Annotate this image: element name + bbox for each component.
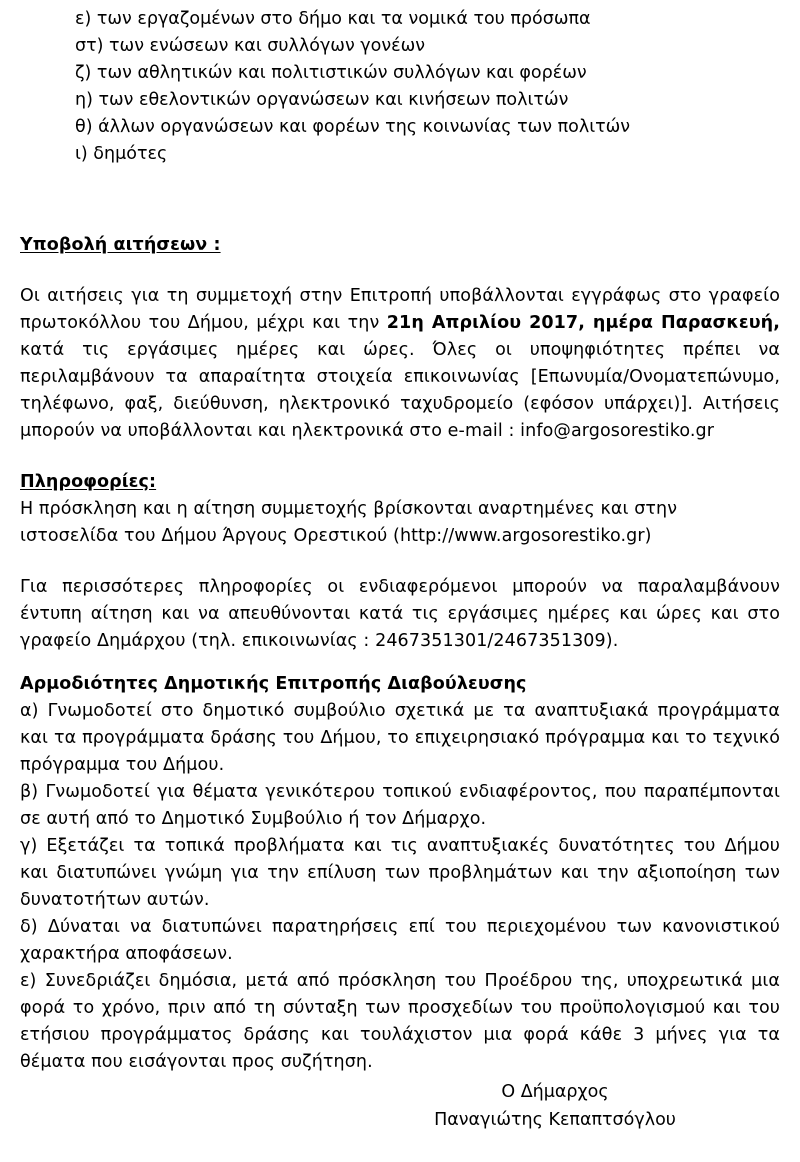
intro-enumerated-list bbox=[75, 6, 775, 168]
spacer bbox=[20, 655, 780, 671]
responsibility-item: γ) Εξετάζει τα τοπικά προβλήματα και τις αναπτυξιακές δυνατότητες του Δήμου και διατυπώνει γνώμη για την επίλυση των προβλημάτων και την αξιοποίηση των δυνατοτήτων αυτών. bbox=[20, 836, 780, 910]
signature-title: Ο Δήμαρχος bbox=[501, 1082, 609, 1102]
submission-heading: Υποβολή αιτήσεων : bbox=[20, 235, 221, 255]
submission-text-part1: Οι αιτήσεις για τη συμμετοχή στην Επιτροπή υποβάλλονται εγγράφως στο γραφείο πρωτοκόλλου του Δήμου, μέχρι και την bbox=[20, 286, 780, 333]
document-body bbox=[20, 232, 780, 1076]
submission-deadline: 21η Απριλίου 2017, ημέρα Παρασκευή, bbox=[386, 313, 780, 333]
responsibilities-heading: Αρμοδιότητες Δημοτικής Επιτροπής Διαβούλευσης bbox=[20, 674, 527, 694]
list-item: ζ) των αθλητικών και πολιτιστικών συλλόγων και φορέων bbox=[75, 63, 587, 83]
spacer bbox=[20, 259, 780, 283]
submission-text-part2: κατά τις εργάσιμες ημέρες και ώρες. Όλες οι υποψηφιότητες πρέπει να περιλαμβάνουν τα απαραίτητα στοιχεία επικοινωνίας [Επωνυμία/Ονοματεπώνυμο, τηλέφωνο, φαξ, διεύθυνση, ηλεκτρονικό ταχυδρομείο (εφόσον υπάρχει)]. Αιτήσεις μπορούν να υποβάλλονται και ηλεκτρονικά στο e-mail : info@argosorestiko.gr bbox=[20, 340, 780, 441]
responsibility-item: β) Γνωμοδοτεί για θέματα γενικότερου τοπικού ενδιαφέροντος, που παραπέμπονται σε αυτή από το Δημοτικό Συμβούλιο ή τον Δήμαρχο. bbox=[20, 782, 780, 829]
information-paragraph-website: Η πρόσκληση και η αίτηση συμμετοχής βρίσκονται αναρτημένες και στην ιστοσελίδα του Δήμου Άργους Ορεστικού (http://www.argosorestiko.gr) bbox=[20, 499, 678, 546]
submission-paragraph bbox=[20, 283, 780, 445]
information-heading: Πληροφορίες: bbox=[20, 472, 157, 492]
spacer bbox=[20, 445, 780, 469]
list-item: ι) δημότες bbox=[75, 144, 168, 164]
list-item: ε) των εργαζομένων στο δήμο και τα νομικά του πρόσωπα bbox=[75, 9, 591, 29]
responsibility-item: ε) Συνεδριάζει δημόσια, μετά από πρόσκληση του Προέδρου της, υποχρεωτικά μια φορά το χρόνο, πριν από τη σύνταξη των προσχεδίων του προϋπολογισμού και του ετήσιου προγράμματος δράσης και τουλάχιστον μια φορά κάθε 3 μήνες για τα θέματα που εισάγονται προς συζήτηση. bbox=[20, 971, 780, 1072]
spacer bbox=[20, 550, 780, 574]
list-item: θ) άλλων οργανώσεων και φορέων της κοινωνίας των πολιτών bbox=[75, 117, 631, 137]
signature-block bbox=[395, 1078, 715, 1134]
information-paragraph-contact: Για περισσότερες πληροφορίες οι ενδιαφερόμενοι μπορούν να παραλαμβάνουν έντυπη αίτηση και να απευθύνονται κατά τις εργάσιμες ημέρες και ώρες και στο γραφείο Δημάρχου (τηλ. επικοινωνίας : 2467351301/2467351309). bbox=[20, 577, 780, 651]
responsibility-item: α) Γνωμοδοτεί στο δημοτικό συμβούλιο σχετικά με τα αναπτυξιακά προγράμματα και τα προγράμματα δράσης του Δήμου, το επιχειρησιακό πρόγραμμα και το τεχνικό πρόγραμμα του Δήμου. bbox=[20, 701, 780, 775]
signature-name: Παναγιώτης Κεπαπτσόγλου bbox=[434, 1110, 676, 1130]
responsibility-item: δ) Δύναται να διατυπώνει παρατηρήσεις επί του περιεχομένου των κανονιστικού χαρακτήρα αποφάσεων. bbox=[20, 917, 780, 964]
list-item: στ) των ενώσεων και συλλόγων γονέων bbox=[75, 36, 426, 56]
list-item: η) των εθελοντικών οργανώσεων και κινήσεων πολιτών bbox=[75, 90, 569, 110]
